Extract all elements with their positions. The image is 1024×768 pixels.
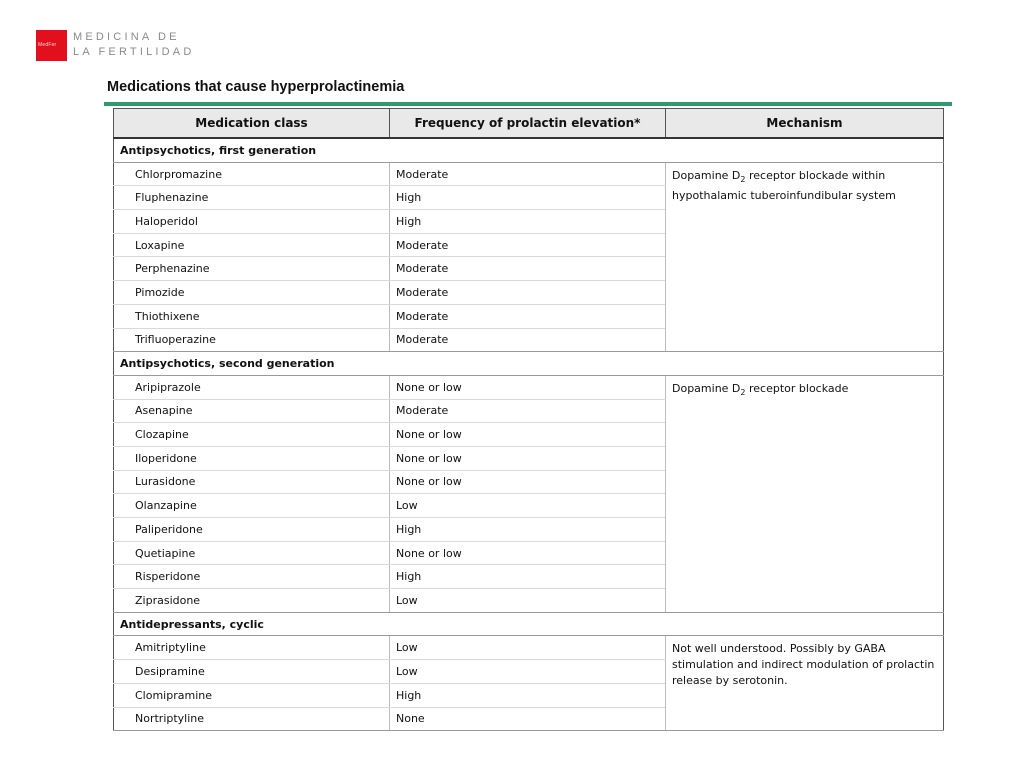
- frequency-cell: Moderate: [390, 281, 666, 305]
- logo-text-line2: LA FERTILIDAD: [73, 46, 195, 58]
- group-heading: Antidepressants, cyclic: [114, 612, 944, 636]
- medication-name-cell: Perphenazine: [114, 257, 390, 281]
- frequency-cell: None or low: [390, 470, 666, 494]
- frequency-cell: None: [390, 707, 666, 731]
- group-row: [114, 138, 944, 162]
- frequency-cell: None or low: [390, 541, 666, 565]
- group-row: [114, 612, 944, 636]
- frequency-cell: Low: [390, 660, 666, 684]
- frequency-cell: Low: [390, 589, 666, 613]
- medication-name-cell: Aripiprazole: [114, 375, 390, 399]
- frequency-cell: High: [390, 565, 666, 589]
- medication-name-cell: Asenapine: [114, 399, 390, 423]
- group-row: [114, 352, 944, 376]
- medication-name-cell: Iloperidone: [114, 446, 390, 470]
- frequency-cell: Moderate: [390, 399, 666, 423]
- frequency-cell: Moderate: [390, 257, 666, 281]
- medication-name-cell: Nortriptyline: [114, 707, 390, 731]
- frequency-cell: Low: [390, 636, 666, 660]
- logo-text-line1: MEDICINA DE: [73, 31, 180, 43]
- title-underline: [104, 102, 952, 106]
- mechanism-cell: Dopamine $D_2$ receptor blockade: [666, 375, 944, 612]
- page-title: Medications that cause hyperprolactinemia: [107, 79, 405, 95]
- group-heading: Antipsychotics, second generation: [114, 352, 944, 376]
- logo-mark: [36, 30, 67, 61]
- frequency-cell: High: [390, 186, 666, 210]
- medication-name-cell: Paliperidone: [114, 518, 390, 542]
- medication-name-cell: Amitriptyline: [114, 636, 390, 660]
- frequency-cell: Moderate: [390, 328, 666, 352]
- medication-name-cell: Thiothixene: [114, 304, 390, 328]
- table-row: [114, 162, 944, 186]
- frequency-cell: Low: [390, 494, 666, 518]
- medication-name-cell: Pimozide: [114, 281, 390, 305]
- medication-name-cell: Clozapine: [114, 423, 390, 447]
- group-heading: Antipsychotics, first generation: [114, 138, 944, 162]
- column-header: Medication class: [114, 109, 390, 139]
- medication-name-cell: Haloperidol: [114, 210, 390, 234]
- medication-name-cell: Risperidone: [114, 565, 390, 589]
- medications-table: [113, 108, 944, 731]
- frequency-cell: Moderate: [390, 162, 666, 186]
- medication-name-cell: Desipramine: [114, 660, 390, 684]
- table-row: [114, 375, 944, 399]
- frequency-cell: None or low: [390, 375, 666, 399]
- logo-mark-text: MedFer: [38, 42, 57, 48]
- medication-name-cell: Quetiapine: [114, 541, 390, 565]
- frequency-cell: Moderate: [390, 233, 666, 257]
- medication-name-cell: Trifluoperazine: [114, 328, 390, 352]
- column-header: Mechanism: [666, 109, 944, 139]
- table-body: [114, 138, 944, 731]
- table-row: [114, 636, 944, 660]
- table-header-row: [114, 109, 944, 139]
- mechanism-cell: Dopamine $D_2$ receptor blockade within hypothalamic tuberoinfundibular system: [666, 162, 944, 352]
- mechanism-cell: Not well understood. Possibly by GABA stimulation and indirect modulation of prolactin release by serotonin.: [666, 636, 944, 731]
- frequency-cell: None or low: [390, 446, 666, 470]
- frequency-cell: Moderate: [390, 304, 666, 328]
- medication-name-cell: Clomipramine: [114, 683, 390, 707]
- medication-name-cell: Fluphenazine: [114, 186, 390, 210]
- medication-name-cell: Ziprasidone: [114, 589, 390, 613]
- medication-name-cell: Chlorpromazine: [114, 162, 390, 186]
- frequency-cell: High: [390, 683, 666, 707]
- column-header: Frequency of prolactin elevation*: [390, 109, 666, 139]
- medication-name-cell: Loxapine: [114, 233, 390, 257]
- frequency-cell: None or low: [390, 423, 666, 447]
- medication-name-cell: Olanzapine: [114, 494, 390, 518]
- medication-name-cell: Lurasidone: [114, 470, 390, 494]
- frequency-cell: High: [390, 210, 666, 234]
- frequency-cell: High: [390, 518, 666, 542]
